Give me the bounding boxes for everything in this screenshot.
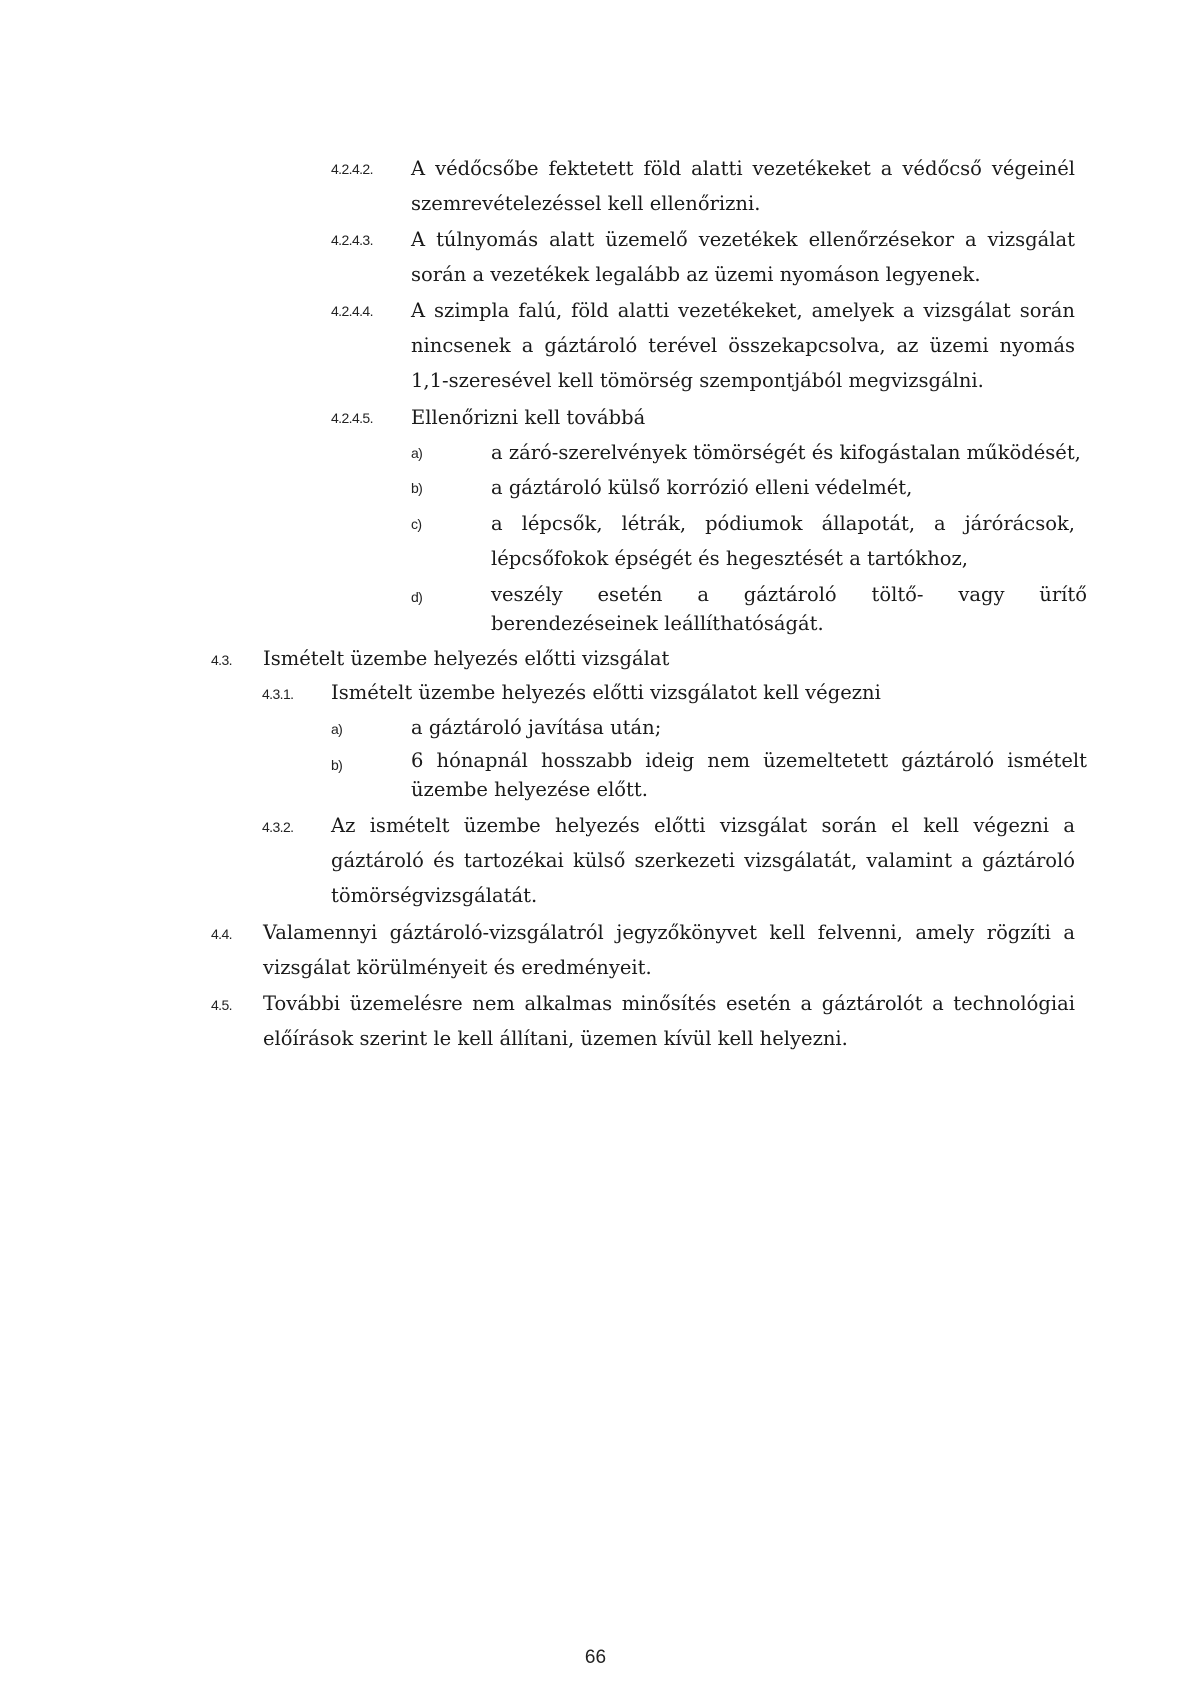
item-text: Az ismételt üzembe helyezés előtti vizsgálat során el kell végezni a gáztároló és tartozékai külső szerkezeti vizsgálatát, valamint a gáztároló tömörségvizsgálatát.: [331, 814, 1075, 907]
list-letter: d): [411, 589, 423, 605]
list-item-text: a lépcsők, létrák, pódiumok állapotát, a járórácsok, lépcsőfokok épségét és hegesztését a tartókhoz,: [491, 512, 1075, 570]
list-item-text: veszély esetén a gáztároló töltő- vagy ürítő berendezéseinek leállíthatóságát.: [491, 583, 1087, 635]
page-number: 66: [584, 1647, 607, 1668]
section-heading: Ismételt üzembe helyezés előtti vizsgálat: [263, 647, 670, 670]
list-letter: a): [411, 445, 423, 461]
list-letter: b): [331, 757, 343, 773]
item-text: Ismételt üzembe helyezés előtti vizsgálatot kell végezni: [331, 681, 881, 704]
item-number: 4.2.4.4.: [331, 303, 373, 319]
item-text: A szimpla falú, föld alatti vezetékeket, amelyek a vizsgálat során nincsenek a gáztároló terével összekapcsolva, az üzemi nyomás 1,1-szeresével kell tömörség szempontjából megvizsgálni.: [411, 299, 1075, 392]
list-item-text: a gáztároló külső korrózió elleni védelmét,: [491, 476, 913, 499]
item-text: A védőcsőbe fektetett föld alatti vezetékeket a védőcső végeinél szemrevételezéssel kell ellenőrizni.: [411, 157, 1075, 215]
item-number: 4.2.4.5.: [331, 410, 373, 426]
list-letter: a): [331, 721, 343, 737]
item-number: 4.2.4.2.: [331, 161, 373, 177]
section-text: További üzemelésre nem alkalmas minősítés esetén a gáztárolót a technológiai előírások szerint le kell állítani, üzemen kívül kell helyezni.: [263, 992, 1075, 1050]
list-item-text: a gáztároló javítása után;: [411, 716, 662, 739]
section-number: 4.4.: [211, 926, 232, 942]
item-text: A túlnyomás alatt üzemelő vezetékek ellenőrzésekor a vizsgálat során a vezetékek legalább az üzemi nyomáson legyenek.: [411, 228, 1075, 286]
item-number: 4.3.1.: [262, 686, 294, 702]
section-text: Valamennyi gáztároló-vizsgálatról jegyzőkönyvet kell felvenni, amely rögzíti a vizsgálat körülményeit és eredményeit.: [263, 921, 1075, 979]
item-number: 4.2.4.3.: [331, 232, 373, 248]
item-number: 4.3.2.: [262, 819, 294, 835]
list-item-text: 6 hónapnál hosszabb ideig nem üzemeltetett gáztároló ismételt üzembe helyezése előtt.: [411, 749, 1087, 801]
list-letter: b): [411, 480, 423, 496]
section-number: 4.3.: [211, 652, 232, 668]
item-text: Ellenőrizni kell továbbá: [411, 406, 646, 429]
list-item-text: a záró-szerelvények tömörségét és kifogástalan működését,: [491, 441, 1081, 464]
section-number: 4.5.: [211, 997, 232, 1013]
list-letter: c): [411, 516, 422, 532]
